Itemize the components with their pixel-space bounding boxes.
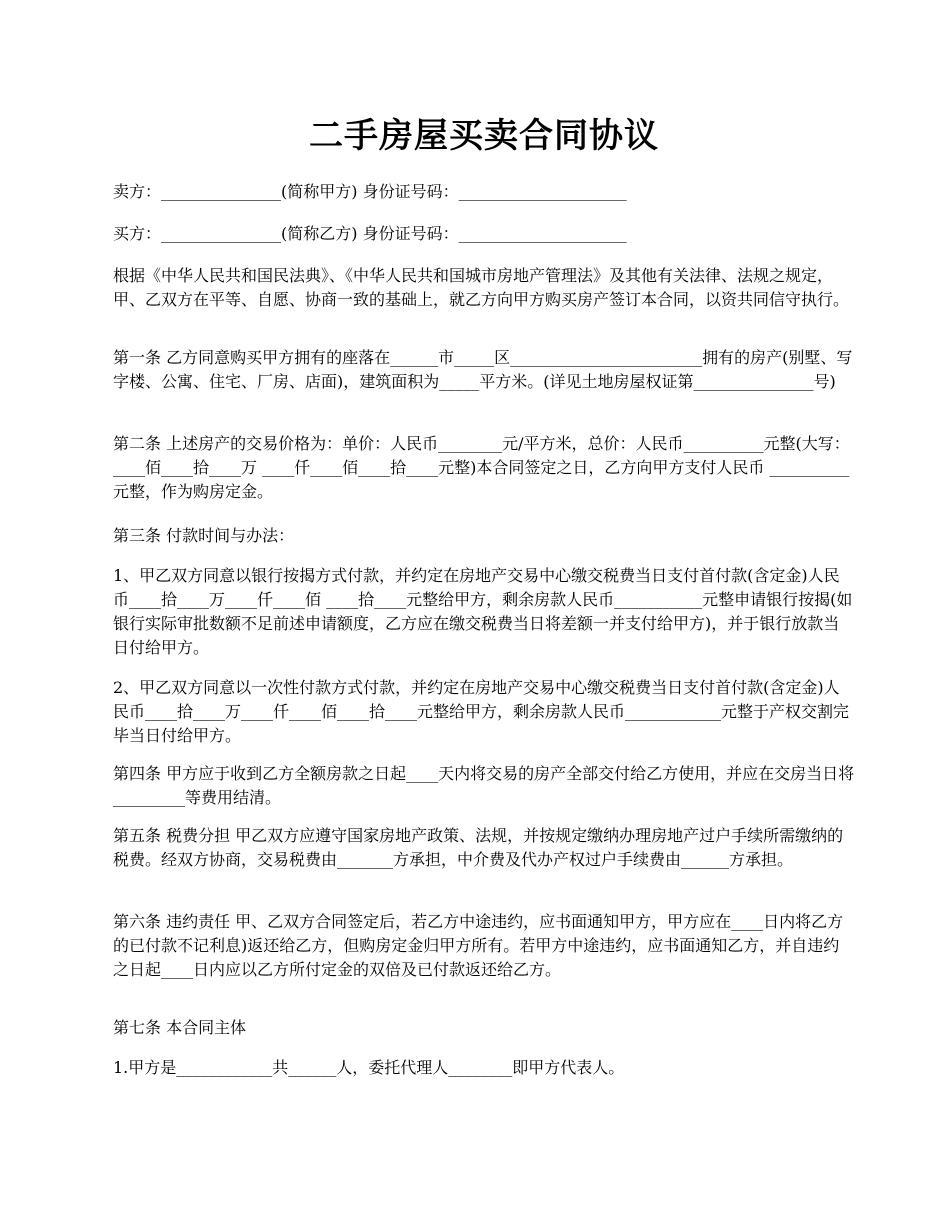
article-2-paragraph: 第二条 上述房产的交易价格为：单价：人民币________元/平方米，总价：人民币__________元整(大写：____佰____拾____万 ____仟____佰____拾____元整)本合同签定之日，乙方向甲方支付人民币 __________元整，作为购房定金。 [113, 434, 850, 501]
article-3-heading: 第三条 付款时间与办法： [113, 526, 295, 545]
article-5-paragraph: 第五条 税费分担 甲乙双方应遵守国家房地产政策、法规，并按规定缴纳办理房地产过户手续所需缴纳的税费。经双方协商，交易税费由_______方承担，中介费及代办产权过户手续费由______方承担。 [113, 826, 844, 869]
article-1-paragraph: 第一条 乙方同意购买甲方拥有的座落在______市_____区________________________拥有的房产(别墅、写字楼、公寓、住宅、厂房、店面)，建筑面积为_____平方米。(详见土地房屋权证第_______________号) [113, 348, 853, 391]
buyer-line: 买方：_______________(简称乙方) 身份证号码：_____________________ [113, 224, 627, 243]
document-title: 二手房屋买卖合同协议 [309, 116, 659, 156]
payment-method-2-paragraph: 2、甲乙双方同意以一次性付款方式付款，并约定在房地产交易中心缴交税费当日支付首付款(含定金)人民币____拾____万____仟____佰____拾____元整给甲方，剩余房款人民币____________元整于产权交割完毕当日付给甲方。 [113, 678, 850, 745]
payment-method-1-paragraph: 1、甲乙双方同意以银行按揭方式付款，并约定在房地产交易中心缴交税费当日支付首付款(含定金)人民币____拾____万____仟____佰 ____拾____元整给甲方，剩余房款人民币___________元整申请银行按揭(如银行实际审批数额不足前述申请额度，乙方应在缴交税费当日将差额一并支付给甲方)，并于银行放款当日付给甲方。 [113, 566, 853, 657]
article-7-heading: 第七条 本合同主体 [113, 1018, 247, 1037]
preamble-paragraph: 根据《中华人民共和国民法典》、《中华人民共和国城市房地产管理法》及其他有关法律、法规之规定，甲、乙双方在平等、自愿、协商一致的基础上，就乙方向甲方购买房产签订本合同，以资共同信守执行。 [113, 266, 850, 309]
seller-line: 卖方：_______________(简称甲方) 身份证号码：_____________________ [113, 182, 627, 201]
article-6-paragraph: 第六条 违约责任 甲、乙双方合同签定后，若乙方中途违约，应书面通知甲方，甲方应在____日内将乙方的已付款不记利息)返还给乙方，但购房定金归甲方所有。若甲方中途违约，应书面通知乙方，并自违约之日起____日内应以乙方所付定金的双倍及已付款返还给乙方。 [113, 912, 844, 979]
article-7-item-1: 1.甲方是____________共______人，委托代理人________即甲方代表人。 [113, 1058, 625, 1077]
article-4-paragraph: 第四条 甲方应于收到乙方全额房款之日起____天内将交易的房产全部交付给乙方使用，并应在交房当日将_________等费用结清。 [113, 764, 855, 807]
